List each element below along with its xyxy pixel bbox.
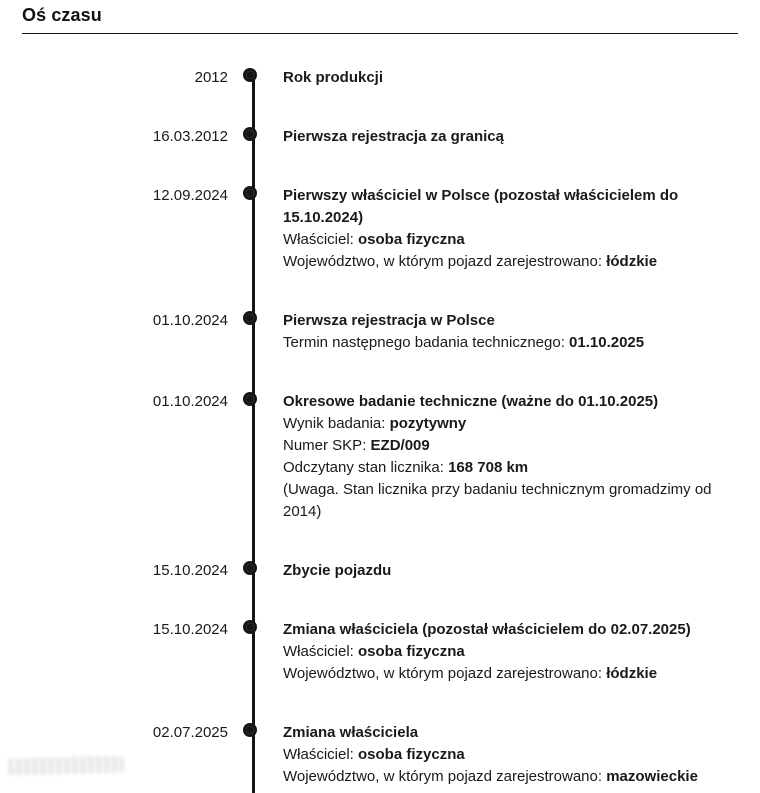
entry-title: Pierwszy właściciel w Polsce (pozostał właścicielem do 15.10.2024) <box>283 187 679 226</box>
entry-date: 15.10.2024 <box>152 562 228 579</box>
detail-label: Termin następnego badania technicznego: <box>283 334 565 351</box>
detail-label: (Uwaga. Stan licznika przy badaniu technicznym gromadzimy od 2014) <box>283 481 712 520</box>
detail-label: Województwo, w którym pojazd zarejestrowano: <box>283 768 603 785</box>
marker-dot-icon <box>246 623 254 631</box>
entry-content <box>283 391 731 523</box>
timeline-entry <box>0 391 760 523</box>
entry-content <box>283 619 731 685</box>
timeline-entry <box>0 619 760 685</box>
entry-date: 12.09.2024 <box>152 187 228 204</box>
marker-dot-icon <box>246 130 254 138</box>
entry-date: 16.03.2012 <box>152 128 228 145</box>
timeline-entry <box>0 185 760 273</box>
entry-detail <box>283 435 731 457</box>
entry-date: 15.10.2024 <box>152 621 228 638</box>
timeline-marker-icon <box>243 186 257 200</box>
detail-value: łódzkie <box>606 253 658 270</box>
marker-column <box>228 722 283 788</box>
entry-date: 2012 <box>194 69 228 86</box>
marker-column <box>228 185 283 273</box>
page-title: Oś czasu <box>22 5 102 25</box>
detail-label: Numer SKP: <box>283 437 367 454</box>
detail-value: 01.10.2025 <box>569 334 645 351</box>
entry-title: Pierwsza rejestracja w Polsce <box>283 312 495 329</box>
detail-value: mazowieckie <box>606 768 698 785</box>
detail-label: Wynik badania: <box>283 415 386 432</box>
detail-label: Województwo, w którym pojazd zarejestrowano: <box>283 665 603 682</box>
watermark <box>8 755 124 775</box>
entry-content <box>283 722 731 788</box>
entry-detail <box>283 663 731 685</box>
detail-value: osoba fizyczna <box>358 643 465 660</box>
timeline-marker-icon <box>243 561 257 575</box>
timeline-marker-icon <box>243 723 257 737</box>
detail-value: osoba fizyczna <box>358 746 465 763</box>
timeline-marker-icon <box>243 620 257 634</box>
detail-label: Właściciel: <box>283 231 354 248</box>
marker-dot-icon <box>246 395 254 403</box>
marker-column <box>228 310 283 354</box>
detail-value: 168 708 km <box>448 459 529 476</box>
entry-content <box>283 560 731 582</box>
timeline-entry <box>0 67 760 89</box>
marker-dot-icon <box>246 71 254 79</box>
detail-value: łódzkie <box>606 665 658 682</box>
marker-dot-icon <box>246 189 254 197</box>
detail-label: Właściciel: <box>283 746 354 763</box>
timeline-entries <box>0 67 760 788</box>
entry-detail <box>283 251 731 273</box>
marker-column <box>228 67 283 89</box>
marker-dot-icon <box>246 564 254 572</box>
entry-title: Rok produkcji <box>283 69 384 86</box>
timeline-entry <box>0 560 760 582</box>
marker-dot-icon <box>246 726 254 734</box>
detail-label: Właściciel: <box>283 643 354 660</box>
entry-detail <box>283 766 731 788</box>
detail-value: osoba fizyczna <box>358 231 465 248</box>
detail-value: pozytywny <box>389 415 467 432</box>
timeline-marker-icon <box>243 392 257 406</box>
timeline-marker-icon <box>243 127 257 141</box>
entry-date: 02.07.2025 <box>152 724 228 741</box>
entry-content <box>283 185 731 273</box>
timeline-marker-icon <box>243 68 257 82</box>
entry-content <box>283 126 731 148</box>
timeline <box>0 67 760 788</box>
entry-content <box>283 310 731 354</box>
entry-detail <box>283 229 731 251</box>
entry-content <box>283 67 731 89</box>
entry-title: Zmiana właściciela (pozostał właścicielem do 02.07.2025) <box>283 621 691 638</box>
detail-value: EZD/009 <box>370 437 430 454</box>
entry-detail <box>283 457 731 479</box>
timeline-entry <box>0 126 760 148</box>
timeline-marker-icon <box>243 311 257 325</box>
entry-detail <box>283 332 731 354</box>
marker-column <box>228 560 283 582</box>
marker-column <box>228 619 283 685</box>
entry-detail <box>283 641 731 663</box>
entry-detail <box>283 413 731 435</box>
marker-column <box>228 391 283 523</box>
entry-detail <box>283 479 731 523</box>
section-header <box>22 0 738 34</box>
entry-title: Zmiana właściciela <box>283 724 419 741</box>
entry-detail <box>283 744 731 766</box>
entry-date: 01.10.2024 <box>152 312 228 329</box>
detail-label: Odczytany stan licznika: <box>283 459 444 476</box>
marker-column <box>228 126 283 148</box>
entry-title: Pierwsza rejestracja za granicą <box>283 128 504 145</box>
entry-title: Okresowe badanie techniczne (ważne do 01.10.2025) <box>283 393 659 410</box>
marker-dot-icon <box>246 314 254 322</box>
entry-date: 01.10.2024 <box>152 393 228 410</box>
timeline-entry <box>0 310 760 354</box>
entry-title: Zbycie pojazdu <box>283 562 392 579</box>
detail-label: Województwo, w którym pojazd zarejestrowano: <box>283 253 603 270</box>
